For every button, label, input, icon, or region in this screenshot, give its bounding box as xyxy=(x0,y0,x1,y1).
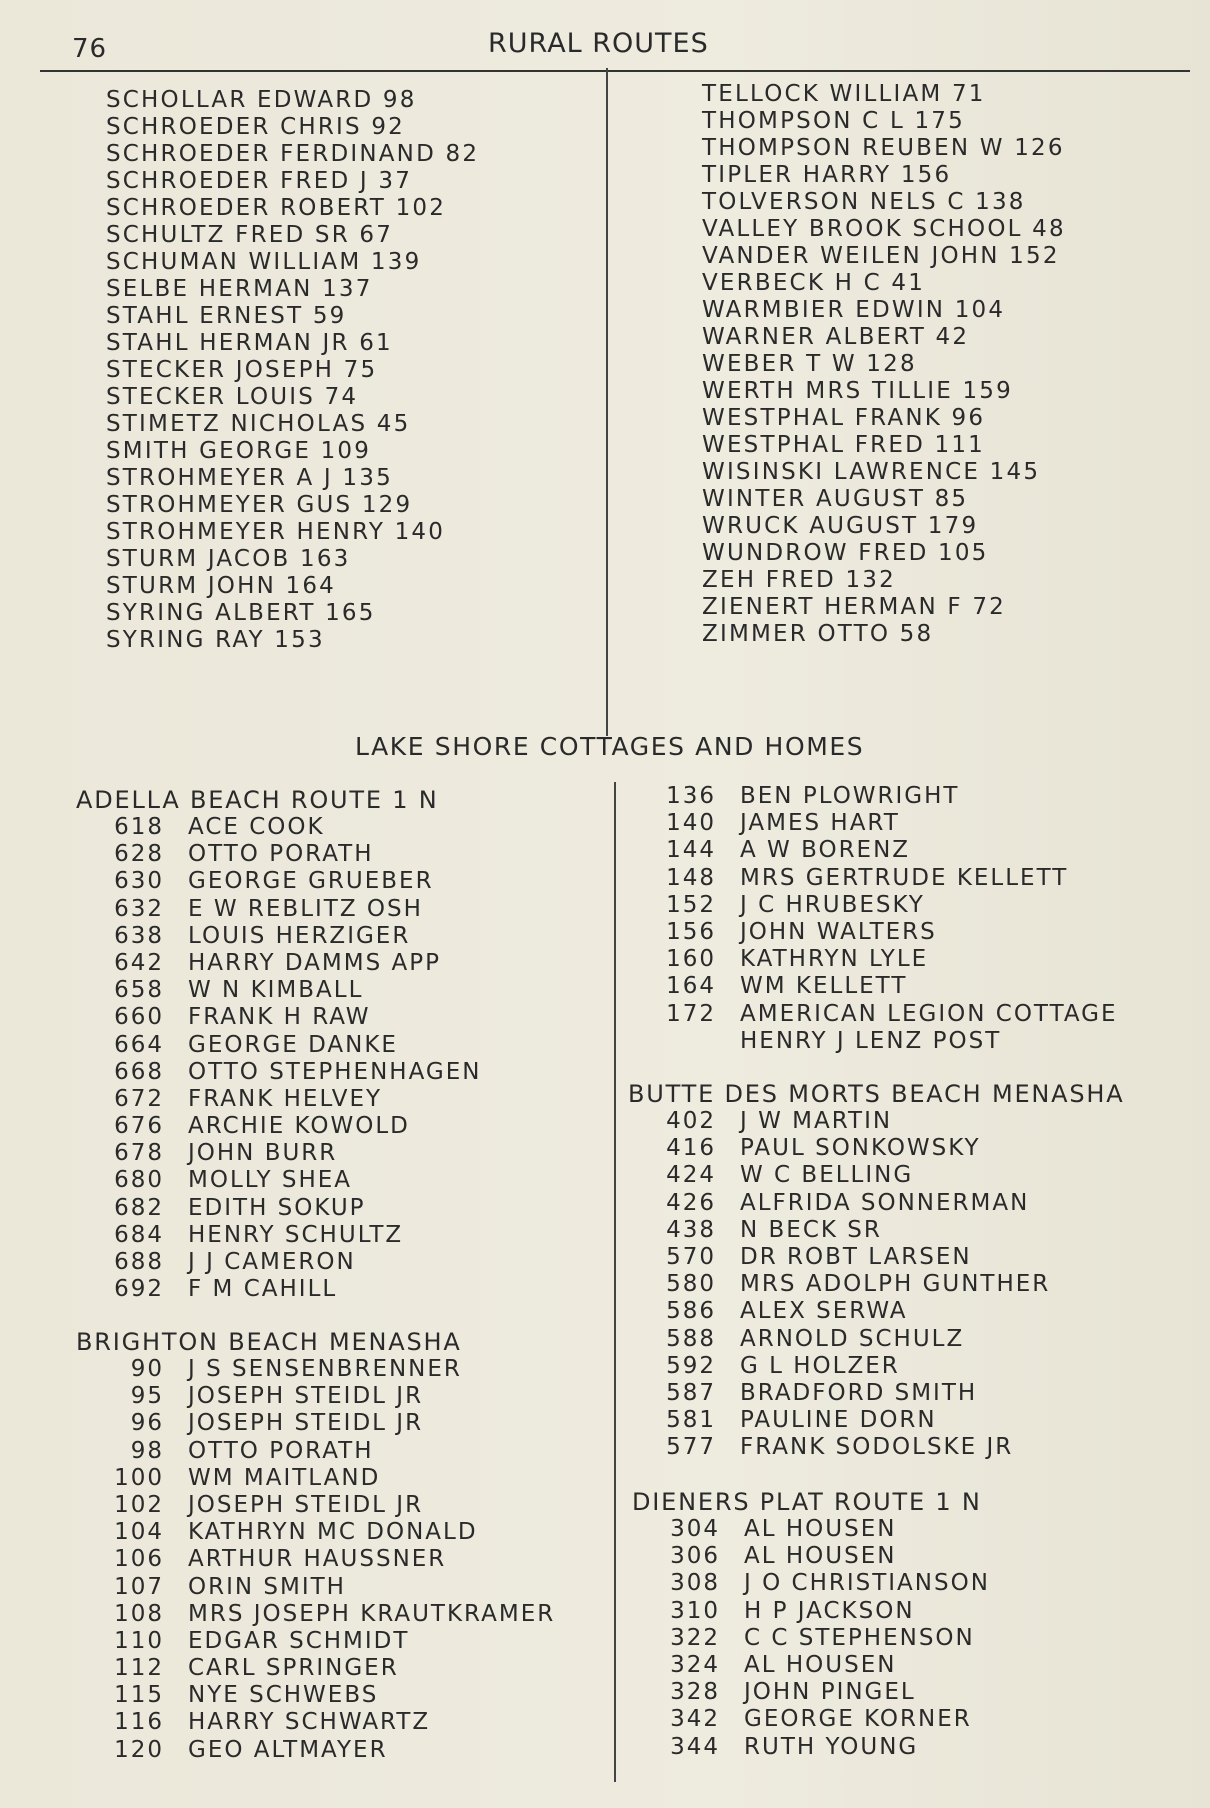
directory-entry xyxy=(628,1380,1124,1407)
directory-entry xyxy=(76,868,439,895)
directory-entry: SYRING ALBERT 165 xyxy=(106,600,376,626)
resident-name: GEORGE DANKE xyxy=(188,1031,398,1058)
resident-name: PAULINE DORN xyxy=(740,1407,937,1434)
directory-entry: STROHMEYER GUS 129 xyxy=(106,492,413,518)
house-number: 164 xyxy=(666,973,716,1000)
resident-name: JOHN WALTERS xyxy=(740,918,937,945)
section-heading: ADELLA BEACH ROUTE 1 N xyxy=(76,786,439,814)
brighton-beach-section xyxy=(76,1328,556,1764)
directory-entry xyxy=(76,1519,478,1546)
directory-entry: THOMPSON REUBEN W 126 xyxy=(702,135,1065,161)
directory-entry xyxy=(640,783,960,810)
directory-entry xyxy=(76,1628,462,1655)
column-divider-top xyxy=(606,68,608,736)
house-number: 116 xyxy=(114,1709,164,1736)
house-number: 680 xyxy=(114,1167,164,1194)
rural-routes-right-column xyxy=(702,81,1066,648)
resident-name: JOSEPH STEIDL JR xyxy=(188,1383,424,1410)
house-number: 102 xyxy=(114,1491,164,1518)
directory-entry: WRUCK AUGUST 179 xyxy=(702,513,979,539)
resident-name: HARRY SCHWARTZ xyxy=(188,1709,431,1736)
house-number: 310 xyxy=(670,1597,720,1624)
house-number: 628 xyxy=(114,841,164,868)
house-number: 676 xyxy=(114,1113,164,1140)
directory-entry: SCHROEDER ROBERT 102 xyxy=(106,195,447,221)
directory-entry xyxy=(640,837,911,864)
directory-entry xyxy=(632,1598,982,1625)
directory-entry: VERBECK H C 41 xyxy=(702,270,926,296)
house-number: 304 xyxy=(670,1516,720,1542)
resident-name: C C STEPHENSON xyxy=(744,1624,975,1651)
resident-name: A W BORENZ xyxy=(740,837,911,864)
directory-entry: WEBER T W 128 xyxy=(702,351,917,377)
directory-entry xyxy=(76,1113,439,1140)
directory-entry xyxy=(76,1655,462,1682)
resident-name: FRANK SODOLSKE JR xyxy=(740,1434,1014,1461)
resident-name: J C HRUBESKY xyxy=(740,891,925,918)
resident-name: ALFRIDA SONNERMAN xyxy=(740,1189,1030,1216)
house-number: 140 xyxy=(666,810,716,837)
house-number: 108 xyxy=(114,1600,164,1627)
resident-name: HENRY SCHULTZ xyxy=(188,1221,404,1248)
house-number: 110 xyxy=(114,1627,164,1654)
directory-entry xyxy=(628,1217,1124,1244)
directory-entry xyxy=(76,950,439,977)
directory-entry: WARNER ALBERT 42 xyxy=(702,324,970,350)
resident-name: KATHRYN MC DONALD xyxy=(188,1519,478,1546)
directory-entry: WESTPHAL FRED 111 xyxy=(702,432,986,458)
resident-name: KATHRYN LYLE xyxy=(740,946,929,973)
directory-entry xyxy=(640,1000,1118,1028)
house-number: 688 xyxy=(114,1249,164,1275)
directory-entry xyxy=(76,1574,462,1601)
resident-name: ARNOLD SCHULZ xyxy=(740,1325,965,1352)
house-number: 630 xyxy=(114,868,164,895)
directory-entry xyxy=(628,1244,1124,1271)
resident-name: EDITH SOKUP xyxy=(188,1194,366,1221)
house-number: 684 xyxy=(114,1221,164,1248)
resident-name: G L HOLZER xyxy=(740,1352,900,1379)
resident-name: J W MARTIN xyxy=(740,1108,893,1134)
rural-routes-left-column xyxy=(106,87,479,654)
house-number: 136 xyxy=(666,783,716,809)
directory-entry: WERTH MRS TILLIE 159 xyxy=(702,378,1013,404)
directory-entry: STIMETZ NICHOLAS 45 xyxy=(106,411,411,437)
resident-name: DR ROBT LARSEN xyxy=(740,1243,972,1270)
directory-entry xyxy=(640,864,1069,892)
column-divider-bottom xyxy=(614,782,616,1782)
directory-entry xyxy=(76,814,439,841)
house-number: 588 xyxy=(666,1325,716,1352)
directory-entry xyxy=(628,1407,1124,1434)
house-number: 328 xyxy=(670,1679,720,1706)
resident-name: CARL SPRINGER xyxy=(188,1655,399,1682)
directory-entry: VANDER WEILEN JOHN 152 xyxy=(702,243,1060,269)
directory-entry xyxy=(76,1465,462,1492)
house-number: 618 xyxy=(114,814,164,840)
house-number: 438 xyxy=(666,1216,716,1243)
house-number: 402 xyxy=(666,1108,716,1134)
resident-name: JOHN BURR xyxy=(188,1140,338,1167)
directory-entry xyxy=(76,1438,462,1465)
directory-entry: STROHMEYER HENRY 140 xyxy=(106,519,446,545)
resident-name: W N KIMBALL xyxy=(188,977,364,1004)
directory-entry xyxy=(76,1086,439,1113)
page-number: 76 xyxy=(72,34,108,64)
resident-name: MRS JOSEPH KRAUTKRAMER xyxy=(188,1600,556,1627)
resident-name: NYE SCHWEBS xyxy=(188,1682,379,1709)
resident-name: J J CAMERON xyxy=(188,1249,356,1275)
directory-entry: STAHL HERMAN JR 61 xyxy=(106,330,393,356)
directory-entry xyxy=(632,1679,982,1706)
house-number: 426 xyxy=(666,1189,716,1216)
house-number: 90 xyxy=(130,1356,164,1382)
directory-entry: THOMPSON C L 175 xyxy=(702,108,965,134)
directory-entry: WINTER AUGUST 85 xyxy=(702,486,969,512)
lake-shore-title: LAKE SHORE COTTAGES AND HOMES xyxy=(355,732,865,761)
directory-entry xyxy=(76,1058,482,1086)
resident-name: AL HOUSEN xyxy=(744,1651,897,1678)
directory-entry xyxy=(76,923,439,950)
resident-name: GEO ALTMAYER xyxy=(188,1736,388,1763)
house-number: 156 xyxy=(666,918,716,945)
directory-entry: WUNDROW FRED 105 xyxy=(702,540,989,566)
resident-name: OTTO STEPHENHAGEN xyxy=(188,1058,482,1085)
directory-entry xyxy=(640,973,908,1000)
house-number: 592 xyxy=(666,1352,716,1379)
house-number: 672 xyxy=(114,1085,164,1112)
house-number: 104 xyxy=(114,1519,164,1546)
directory-entry: STURM JOHN 164 xyxy=(106,573,337,599)
house-number: 100 xyxy=(114,1464,164,1491)
resident-name: GEORGE KORNER xyxy=(744,1706,972,1733)
resident-name: AL HOUSEN xyxy=(744,1543,897,1570)
directory-entry xyxy=(628,1298,1124,1325)
directory-entry xyxy=(628,1162,1124,1189)
house-number: 144 xyxy=(666,837,716,864)
resident-name: EDGAR SCHMIDT xyxy=(188,1627,410,1654)
directory-entry xyxy=(632,1570,990,1597)
adella-beach-section xyxy=(76,786,482,1303)
directory-entry: SYRING RAY 153 xyxy=(106,627,325,653)
house-number: 112 xyxy=(114,1655,164,1682)
house-number: 152 xyxy=(666,891,716,918)
house-number: 581 xyxy=(666,1407,716,1434)
house-number: 120 xyxy=(114,1736,164,1763)
resident-name: H P JACKSON xyxy=(744,1597,915,1624)
directory-entry xyxy=(640,810,900,837)
house-number: 115 xyxy=(114,1682,164,1709)
resident-name: WM KELLETT xyxy=(740,973,908,1000)
directory-entry: SCHROEDER CHRIS 92 xyxy=(106,114,406,140)
house-number: 668 xyxy=(114,1058,164,1085)
resident-name: HARRY DAMMS APP xyxy=(188,949,441,976)
directory-entry xyxy=(76,1276,439,1303)
directory-entry xyxy=(628,1434,1124,1461)
house-number: 160 xyxy=(666,946,716,973)
directory-entry xyxy=(632,1652,982,1679)
directory-entry: VALLEY BROOK SCHOOL 48 xyxy=(702,216,1066,242)
directory-entry xyxy=(76,1737,462,1764)
directory-entry xyxy=(632,1625,982,1652)
brighton-beach-continued-section xyxy=(640,783,1118,1055)
directory-entry: ZIMMER OTTO 58 xyxy=(702,621,934,647)
house-number: 148 xyxy=(666,864,716,891)
directory-entry xyxy=(76,1140,439,1167)
resident-name: GEORGE GRUEBER xyxy=(188,868,434,895)
directory-entry xyxy=(632,1706,982,1733)
house-number: 308 xyxy=(670,1570,720,1597)
house-number: 98 xyxy=(130,1437,164,1464)
resident-name: PAUL SONKOWSKY xyxy=(740,1135,981,1162)
directory-entry xyxy=(628,1271,1124,1298)
section-heading: BUTTE DES MORTS BEACH MENASHA xyxy=(628,1080,1125,1108)
directory-entry xyxy=(632,1516,982,1543)
resident-name: OTTO PORATH xyxy=(188,1437,374,1464)
house-number: 324 xyxy=(670,1651,720,1678)
resident-name: ORIN SMITH xyxy=(188,1573,346,1600)
resident-name: N BECK SR xyxy=(740,1216,882,1243)
directory-entry xyxy=(76,1546,462,1573)
directory-entry xyxy=(628,1135,1124,1162)
directory-entry: SCHUMAN WILLIAM 139 xyxy=(106,249,422,275)
resident-name: OTTO PORATH xyxy=(188,841,374,868)
directory-entry xyxy=(640,1027,1002,1055)
house-number: 570 xyxy=(666,1243,716,1270)
resident-name: RUTH YOUNG xyxy=(744,1733,919,1760)
house-number: 344 xyxy=(670,1733,720,1760)
house-number: 660 xyxy=(114,1004,164,1031)
directory-entry xyxy=(76,1032,439,1059)
directory-entry xyxy=(628,1353,1124,1380)
directory-entry xyxy=(76,1682,462,1709)
resident-name: JOSEPH STEIDL JR xyxy=(188,1410,424,1437)
directory-entry xyxy=(628,1326,1124,1353)
resident-name: ACE COOK xyxy=(188,814,325,840)
house-number: 664 xyxy=(114,1031,164,1058)
house-number: 632 xyxy=(114,895,164,922)
directory-entry xyxy=(76,1356,462,1383)
directory-entry: STAHL ERNEST 59 xyxy=(106,303,347,329)
house-number: 580 xyxy=(666,1271,716,1298)
resident-name: MRS ADOLPH GUNTHER xyxy=(740,1271,1051,1298)
directory-entry xyxy=(76,841,439,868)
directory-entry xyxy=(76,1167,439,1194)
directory-entry xyxy=(76,1600,556,1628)
directory-entry xyxy=(76,1195,439,1222)
resident-name: F M CAHILL xyxy=(188,1276,338,1303)
dieners-plat-section xyxy=(632,1488,990,1761)
house-number: 587 xyxy=(666,1379,716,1406)
directory-entry: SCHROEDER FRED J 37 xyxy=(106,168,413,194)
directory-entry: WISINSKI LAWRENCE 145 xyxy=(702,459,1041,485)
directory-entry xyxy=(76,977,439,1004)
house-number: 658 xyxy=(114,977,164,1004)
directory-entry xyxy=(76,1492,462,1519)
house-number: 172 xyxy=(666,1000,716,1027)
directory-entry: TIPLER HARRY 156 xyxy=(702,162,952,188)
house-number: 577 xyxy=(666,1434,716,1461)
directory-entry xyxy=(76,896,439,923)
house-number: 95 xyxy=(130,1383,164,1410)
house-number: 342 xyxy=(670,1706,720,1733)
resident-name: FRANK HELVEY xyxy=(188,1085,383,1112)
resident-name: AL HOUSEN xyxy=(744,1516,897,1542)
directory-entry xyxy=(76,1004,439,1031)
resident-name: JOSEPH STEIDL JR xyxy=(188,1491,424,1518)
directory-entry: STECKER JOSEPH 75 xyxy=(106,357,378,383)
directory-entry: SELBE HERMAN 137 xyxy=(106,276,373,302)
house-number: 692 xyxy=(114,1276,164,1303)
resident-name: J O CHRISTIANSON xyxy=(744,1570,990,1597)
directory-entry xyxy=(628,1108,1124,1135)
resident-name: W C BELLING xyxy=(740,1162,914,1189)
section-heading: DIENERS PLAT ROUTE 1 N xyxy=(632,1488,982,1516)
directory-entry: STECKER LOUIS 74 xyxy=(106,384,359,410)
house-number: 678 xyxy=(114,1140,164,1167)
house-number: 107 xyxy=(114,1573,164,1600)
house-number: 106 xyxy=(114,1546,164,1573)
butte-des-morts-section xyxy=(628,1080,1124,1461)
resident-name: BEN PLOWRIGHT xyxy=(740,783,960,809)
house-number: 638 xyxy=(114,922,164,949)
header-rule xyxy=(40,70,1190,72)
directory-entry xyxy=(640,891,925,919)
house-number: 642 xyxy=(114,949,164,976)
directory-entry: SCHULTZ FRED SR 67 xyxy=(106,222,394,248)
section-heading: BRIGHTON BEACH MENASHA xyxy=(76,1328,462,1356)
directory-entry: WARMBIER EDWIN 104 xyxy=(702,297,1006,323)
directory-entry: SCHROEDER FERDINAND 82 xyxy=(106,141,480,167)
directory-entry xyxy=(76,1383,462,1410)
page-title: RURAL ROUTES xyxy=(488,28,709,59)
resident-name: E W REBLITZ OSH xyxy=(188,895,423,922)
directory-entry xyxy=(640,918,937,946)
directory-entry xyxy=(76,1709,462,1736)
resident-name: ARTHUR HAUSSNER xyxy=(188,1546,447,1573)
resident-name: ARCHIE KOWOLD xyxy=(188,1113,410,1140)
directory-entry xyxy=(640,946,929,973)
directory-entry: STURM JACOB 163 xyxy=(106,546,351,572)
house-number: 416 xyxy=(666,1135,716,1162)
resident-name: MOLLY SHEA xyxy=(188,1167,353,1194)
resident-name: JOHN PINGEL xyxy=(744,1679,916,1706)
resident-name: J S SENSENBRENNER xyxy=(188,1356,462,1382)
directory-entry: ZIENERT HERMAN F 72 xyxy=(702,594,1006,620)
directory-entry: SCHOLLAR EDWARD 98 xyxy=(106,87,417,113)
house-number: 322 xyxy=(670,1624,720,1651)
directory-entry: WESTPHAL FRANK 96 xyxy=(702,405,986,431)
resident-name: FRANK H RAW xyxy=(188,1004,371,1031)
house-number: 424 xyxy=(666,1162,716,1189)
resident-name: BRADFORD SMITH xyxy=(740,1379,978,1406)
house-number: 586 xyxy=(666,1298,716,1325)
directory-entry xyxy=(632,1543,982,1570)
directory-entry: TELLOCK WILLIAM 71 xyxy=(702,81,986,107)
resident-name: WM MAITLAND xyxy=(188,1464,381,1491)
resident-name: LOUIS HERZIGER xyxy=(188,922,411,949)
house-number: 306 xyxy=(670,1543,720,1570)
house-number: 96 xyxy=(130,1410,164,1437)
resident-name: MRS GERTRUDE KELLETT xyxy=(740,864,1069,891)
resident-name: JAMES HART xyxy=(740,810,900,837)
directory-entry: STROHMEYER A J 135 xyxy=(106,465,393,491)
directory-entry: SMITH GEORGE 109 xyxy=(106,438,372,464)
directory-entry: ZEH FRED 132 xyxy=(702,567,896,593)
resident-name: HENRY J LENZ POST xyxy=(740,1027,1002,1054)
directory-entry xyxy=(76,1410,462,1437)
directory-entry: TOLVERSON NELS C 138 xyxy=(702,189,1026,215)
resident-name: ALEX SERWA xyxy=(740,1298,908,1325)
house-number: 682 xyxy=(114,1194,164,1221)
directory-entry xyxy=(76,1249,439,1276)
directory-entry xyxy=(76,1222,439,1249)
directory-entry xyxy=(628,1190,1124,1217)
resident-name: AMERICAN LEGION COTTAGE xyxy=(740,1000,1118,1027)
directory-entry xyxy=(632,1734,982,1761)
